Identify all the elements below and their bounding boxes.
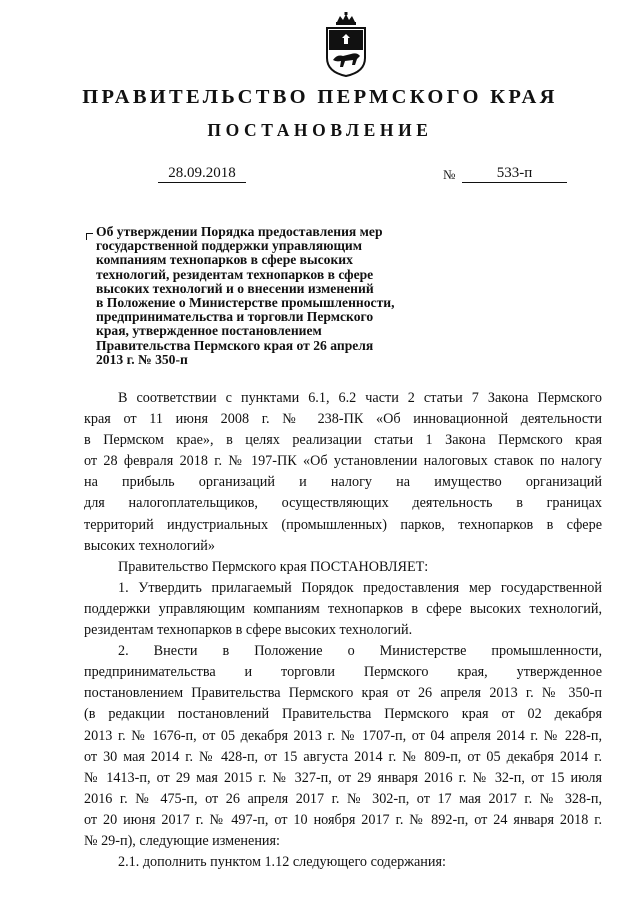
body-line: 1. Утвердить прилагаемый Порядок предоставления мер государственной: [118, 579, 602, 596]
body-line: высоких технологий»: [84, 537, 215, 554]
number-sign: №: [443, 167, 456, 182]
subject-line: технологий, резидентам технопарков в сфере: [96, 266, 374, 282]
document-type: ПОСТАНОВЛЕНИЕ: [207, 120, 433, 140]
document-body: [84, 388, 602, 873]
document-subject: [96, 225, 436, 367]
body-line: № 29-п), следующие изменения:: [84, 832, 280, 849]
document-date: 28.09.2018: [158, 164, 246, 183]
subject-line: компаниям технопарков в сфере высоких: [96, 252, 353, 268]
body-line: на прибыль организаций и налогу на имущество организаций: [84, 474, 602, 491]
body-line: постановлением Правительства Пермского края от 26 апреля 2013 г. № 350-п: [84, 685, 602, 702]
body-line: 2. Внести в Положение о Министерстве промышленности,: [118, 643, 602, 660]
document-number: 533-п: [462, 164, 567, 183]
body-line: 2013 г. № 1676-п, от 05 декабря 2013 г. № 1707-п, от 04 апреля 2014 г. № 228-п,: [84, 727, 602, 744]
subject-line: высоких технологий и о внесении изменений: [96, 280, 374, 296]
body-line: от 30 мая 2014 г. № 428-п, от 15 августа 2014 г. № 809-п, от 05 декабря 2014 г.: [84, 748, 602, 765]
perm-krai-coat-of-arms-icon: [323, 12, 369, 78]
body-line: резидентам технопарков в сфере высоких технологий.: [84, 622, 413, 639]
body-line: 2.1. дополнить пунктом 1.12 следующего содержания:: [118, 854, 446, 871]
subject-line: в Положение о Министерстве промышленности,: [96, 295, 395, 311]
body-line: края от 11 июня 2008 г. № 238-ПК «Об инновационной деятельности: [84, 411, 602, 428]
body-line: предпринимательства и торговли Пермского края, утвержденное: [84, 664, 602, 681]
government-title: ПРАВИТЕЛЬСТВО ПЕРМСКОГО КРАЯ: [82, 86, 558, 108]
body-line: в Пермском крае», в целях реализации статьи 1 Закона Пермского края: [84, 432, 602, 449]
body-line: от 20 июня 2017 г. № 497-п, от 10 ноября 2017 г. № 892-п, от 24 января 2018 г.: [84, 811, 602, 828]
body-line: (в редакции постановлений Правительства Пермского края от 02 декабря: [84, 706, 602, 723]
body-line: поддержки управляющим компаниям технопарков в сфере высоких технологий,: [84, 600, 602, 617]
body-line: В соответствии с пунктами 6.1, 6.2 части 2 статьи 7 Закона Пермского: [118, 390, 602, 406]
subject-line: Правительства Пермского края от 26 апреля: [96, 337, 374, 353]
subject-line: края, утвержденное постановлением: [96, 323, 322, 339]
body-line: № 1413-п, от 29 мая 2015 г. № 327-п, от 29 января 2016 г. № 32-п, от 15 июля: [84, 769, 602, 786]
subject-line: предпринимательства и торговли Пермского: [96, 309, 374, 325]
body-line: Правительство Пермского края ПОСТАНОВЛЯЕТ:: [118, 558, 429, 575]
subject-line: Об утверждении Порядка предоставления мер: [96, 224, 383, 239]
body-line: для налогоплательщиков, осуществляющих деятельность в границах: [84, 495, 602, 512]
body-line: территорий индустриальных (промышленных) парков, технопарков в сфере: [84, 516, 602, 533]
body-line: 2016 г. № 475-п, от 26 апреля 2017 г. № 302-п, от 17 мая 2017 г. № 328-п,: [84, 790, 602, 807]
subject-corner-mark: [86, 233, 93, 240]
subject-line: 2013 г. № 350-п: [96, 351, 188, 367]
body-line: от 28 февраля 2018 г. № 197-ПК «Об установлении налоговых ставок по налогу: [84, 453, 602, 470]
subject-line: государственной поддержки управляющим: [96, 238, 363, 254]
